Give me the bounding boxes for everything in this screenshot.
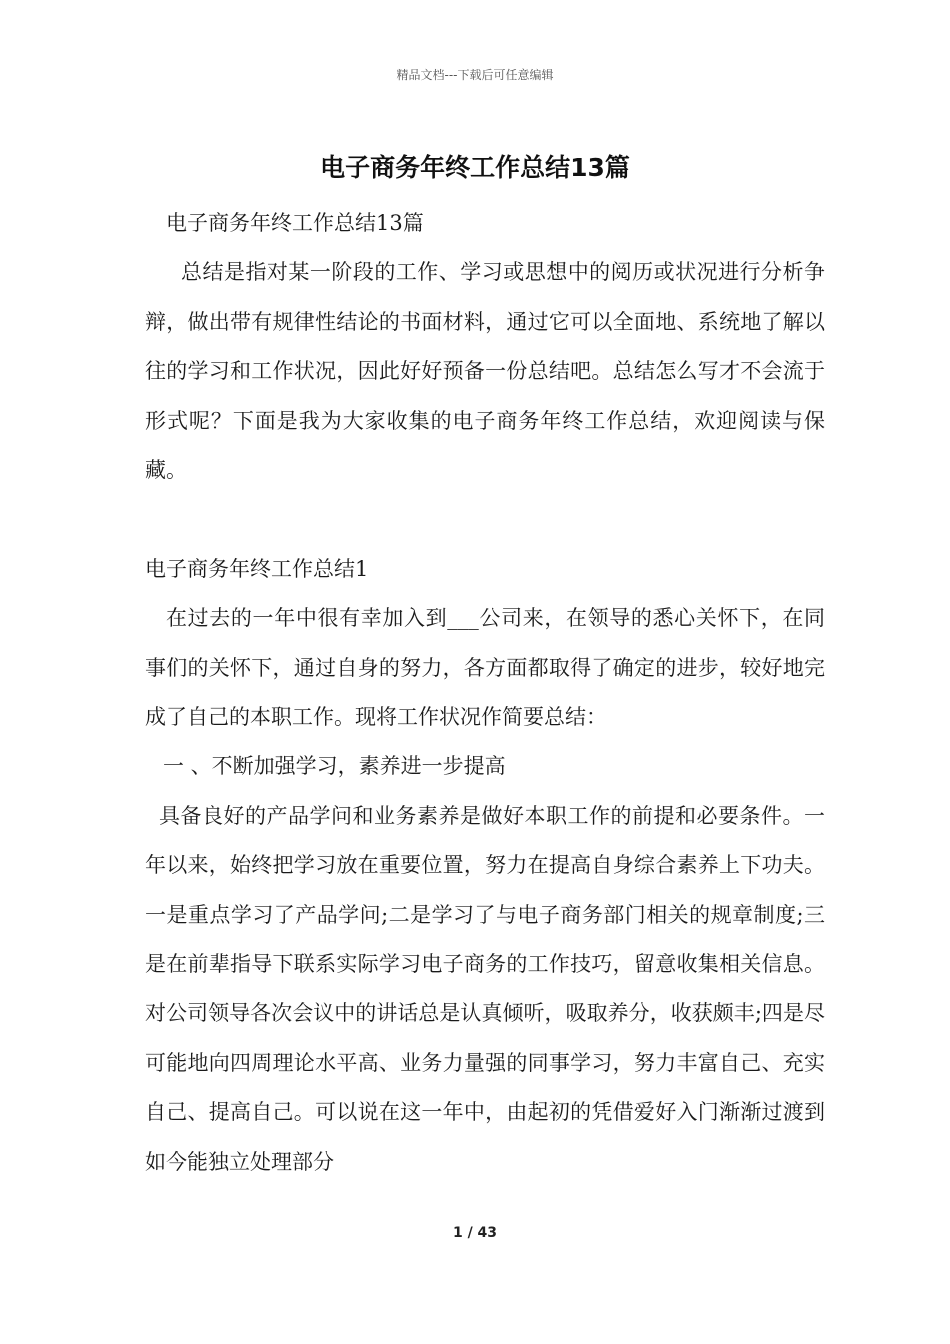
point-paragraph: 具备良好的产品学问和业务素养是做好本职工作的前提和必要条件。一年以来，始终把学习放在重要位置，努力在提高自身综合素养上下功夫。一是重点学习了产品学问;二是学习了与电子商务部门相关的规章制度;三是在前辈指导下联系实际学习电子商务的工作技巧，留意收集相关信息。对公司领导各次会议中的讲话总是认真倾听，吸取养分，收获颇丰;四是尽可能地向四周理论水平高、业务力量强的同事学习，努力丰富自己、充实自己、提高自己。可以说在这一年中，由起初的凭借爱好入门渐渐过渡到如今能独立处理部分 <box>145 803 825 1174</box>
section-heading: 电子商务年终工作总结1 <box>145 556 369 581</box>
section-paragraph-1: 在过去的一年中很有幸加入到___公司来，在领导的悉心关怀下，在同事们的关怀下，通过自身的努力，各方面都取得了确定的进步，较好地完成了自己的本职工作。现将工作状况作简要总结： <box>145 606 825 730</box>
page-number: 1 / 43 <box>452 1225 498 1241</box>
point-heading: 一 、不断加强学习，素养进一步提高 <box>163 754 506 779</box>
intro-paragraph: 总结是指对某一阶段的工作、学习或思想中的阅历或状况进行分析争辩，做出带有规律性结论的书面材料，通过它可以全面地、系统地了解以往的学习和工作状况，因此好好预备一份总结吧。总结怎么写才不会流于形式呢？下面是我为大家收集的电子商务年终工作总结，欢迎阅读与保藏。 <box>145 260 825 483</box>
document-title: 电子商务年终工作总结13篇 <box>320 153 630 182</box>
document-subtitle: 电子商务年终工作总结13篇 <box>166 211 424 235</box>
header-note: 精品文档---下载后可任意编辑 <box>396 68 554 82</box>
document-body <box>145 199 825 1187</box>
spacer <box>145 495 825 544</box>
